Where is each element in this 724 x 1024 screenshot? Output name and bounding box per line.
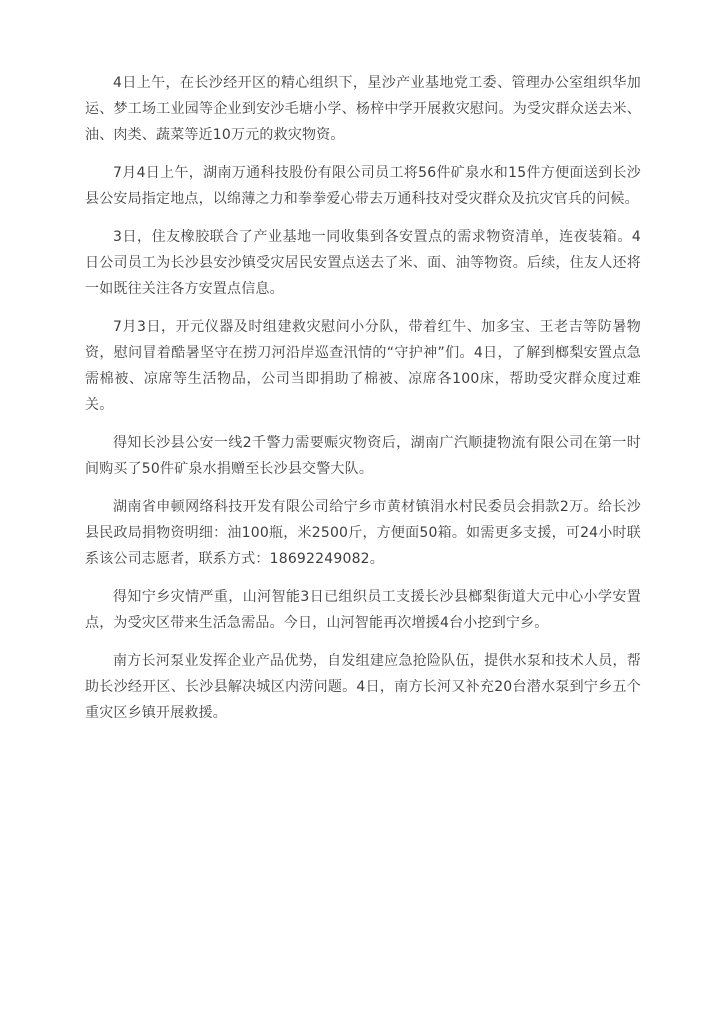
- paragraph: 7月3日，开元仪器及时组建救灾慰问小分队，带着红牛、加多宝、王老吉等防暑物资，慰问冒着酷暑坚守在捞刀河沿岸巡查汛情的“守护神”们。4日，了解到榔梨安置点急需棉被、凉席等生活物品，公司当即捐助了棉被、凉席各100床，帮助受灾群众度过难关。: [85, 319, 641, 413]
- paragraph: 湖南省申顿网络科技开发有限公司给宁乡市黄材镇涓水村民委员会捐款2万。给长沙县民政局捐物资明细：油100瓶，米2500斤，方便面50箱。如需更多支援，可24小时联系该公司志愿者，联系方式：18692249082。: [85, 499, 641, 567]
- paragraph: 得知长沙县公安一线2千警力需要赈灾物资后，湖南广汽顺捷物流有限公司在第一时间购买了50件矿泉水捐赠至长沙县交警大队。: [85, 435, 641, 477]
- paragraph: 南方长河泵业发挥企业产品优势，自发组建应急抢险队伍，提供水泵和技术人员，帮助长沙经开区、长沙县解决城区内涝问题。4日，南方长河又补充20台潜水泵到宁乡五个重灾区乡镇开展救援。: [85, 653, 641, 721]
- paragraph: 得知宁乡灾情严重，山河智能3日已组织员工支援长沙县榔梨街道大元中心小学安置点，为受灾区带来生活急需品。今日，山河智能再次增援4台小挖到宁乡。: [85, 589, 641, 631]
- paragraph: 3日，住友橡胶联合了产业基地一同收集到各安置点的需求物资清单，连夜装箱。4日公司员工为长沙县安沙镇受灾居民安置点送去了米、面、油等物资。后续，住友人还将一如既往关注各方安置点信息。: [85, 229, 641, 297]
- paragraph: 7月4日上午，湖南万通科技股份有限公司员工将56件矿泉水和15件方便面送到长沙县公安局指定地点，以绵薄之力和拳拳爱心带去万通科技对受灾群众及抗灾官兵的问候。: [85, 165, 641, 207]
- document-body: [85, 70, 641, 738]
- paragraph: 4日上午，在长沙经开区的精心组织下，星沙产业基地党工委、管理办公室组织华加运、梦工场工业园等企业到安沙毛塘小学、杨梓中学开展救灾慰问。为受灾群众送去米、油、肉类、蔬菜等近10万元的救灾物资。: [85, 75, 641, 143]
